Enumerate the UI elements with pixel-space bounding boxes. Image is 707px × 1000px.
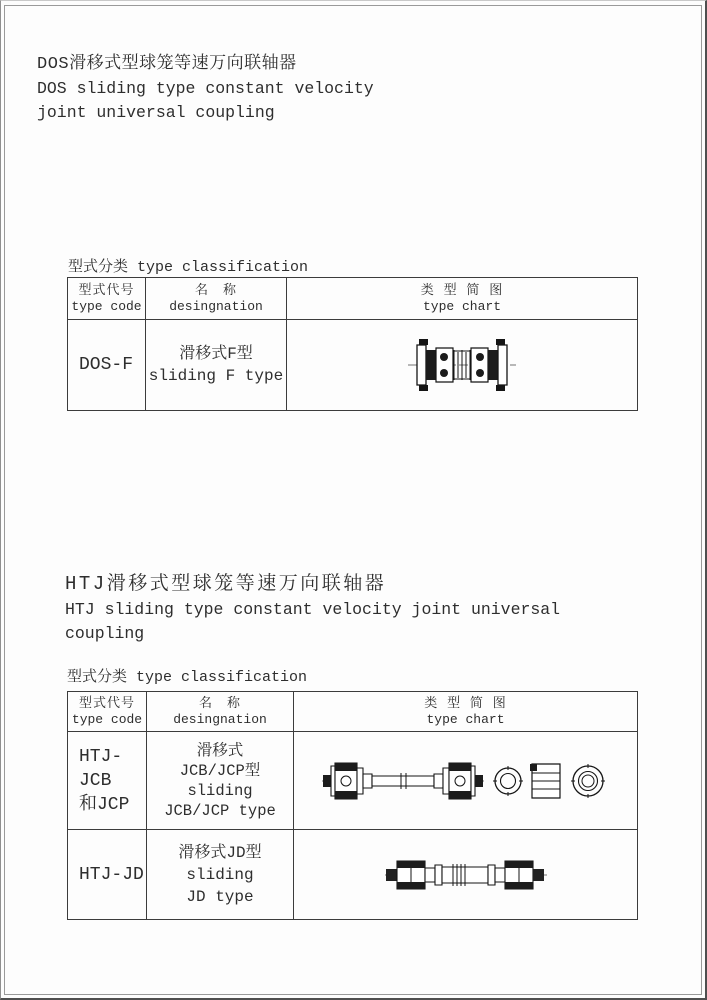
- htj-jd-name-line3: JD type: [186, 887, 254, 906]
- dos-header-type-chart: [287, 278, 637, 320]
- dos-title-chinese: DOS滑移式型球笼等速万向联轴器: [37, 55, 297, 74]
- htj-header-designation-cn: 名 称: [198, 695, 241, 711]
- dos-type-classification-table: [67, 277, 638, 411]
- table-row-name-htj-jd: [147, 830, 294, 919]
- htj-header-designation: [147, 692, 294, 732]
- htj-jd-name-line1: 滑移式JD型: [178, 843, 262, 862]
- htj-section-title: [65, 571, 560, 645]
- htj-jcb-code-line1: HTJ-JCB: [79, 746, 123, 791]
- htj-jcb-name-line1: 滑移式: [196, 741, 244, 760]
- table-row-code-htj-jd: [68, 830, 147, 919]
- dos-f-name-cn: 滑移式F型: [179, 345, 253, 363]
- htj-jd-code: HTJ-JD: [79, 864, 144, 885]
- long-shaft-double-joint-coupling-drawing: [385, 856, 547, 894]
- dos-header-type-chart-en: type chart: [422, 298, 501, 314]
- dos-classification-label: 型式分类 type classification: [68, 259, 309, 276]
- dos-title-english-line2: joint universal coupling: [37, 102, 275, 122]
- htj-header-type-code-en: type code: [71, 711, 143, 727]
- dos-header-type-code-en: type code: [71, 298, 142, 314]
- htj-header-type-chart-cn: 类 型 简 图: [424, 695, 507, 711]
- htj-jcb-name-line2: JCB/JCP型: [179, 761, 261, 780]
- htj-jcb-name-line4: JCB/JCP type: [164, 801, 276, 820]
- htj-header-type-chart-en: type chart: [426, 711, 505, 727]
- dos-header-designation-cn: 名 称: [194, 282, 237, 298]
- table-row-chart-htj-jd: [294, 830, 637, 919]
- dos-header-designation-en: desingnation: [169, 298, 263, 314]
- htj-type-classification-table: [67, 691, 638, 920]
- htj-jd-name-line2: sliding: [186, 865, 254, 884]
- dos-header-type-chart-cn: 类 型 简 图: [420, 282, 504, 298]
- table-row-name-dos-f: [146, 320, 287, 410]
- dos-f-code: DOS-F: [79, 355, 134, 375]
- htj-classification-label: 型式分类 type classification: [67, 669, 308, 686]
- table-row-chart-htj-jcb: [294, 732, 637, 830]
- dos-f-name-en: sliding F type: [148, 367, 284, 385]
- htj-header-type-code-cn: 型式代号: [78, 695, 135, 711]
- table-row-code-dos-f: [68, 320, 146, 410]
- htj-header-type-chart: [294, 692, 637, 732]
- htj-header-designation-en: desingnation: [173, 711, 267, 727]
- htj-title-english-line2: coupling: [65, 623, 145, 643]
- dos-header-type-code-cn: 型式代号: [78, 282, 135, 298]
- flanged-double-joint-coupling-drawing: [406, 336, 518, 394]
- table-row-chart-dos-f: [287, 320, 637, 410]
- htj-title-chinese: HTJ滑移式型球笼等速万向联轴器: [65, 573, 387, 595]
- dos-title-english-line1: DOS sliding type constant velocity: [37, 79, 374, 98]
- htj-jcb-code-line2: 和JCP: [79, 794, 130, 815]
- dos-section-title: [37, 53, 374, 124]
- dos-header-type-code: [68, 278, 146, 320]
- htj-jcb-name-line3: sliding: [187, 781, 253, 800]
- long-shaft-coupling-with-ring-hub-parts-drawing: [322, 755, 610, 807]
- htj-header-type-code: [68, 692, 147, 732]
- table-row-name-htj-jcb: [147, 732, 294, 830]
- dos-header-designation: [146, 278, 287, 320]
- htj-title-english-line1: HTJ sliding type constant velocity joint universal: [65, 600, 561, 619]
- table-row-code-htj-jcb: [68, 732, 147, 830]
